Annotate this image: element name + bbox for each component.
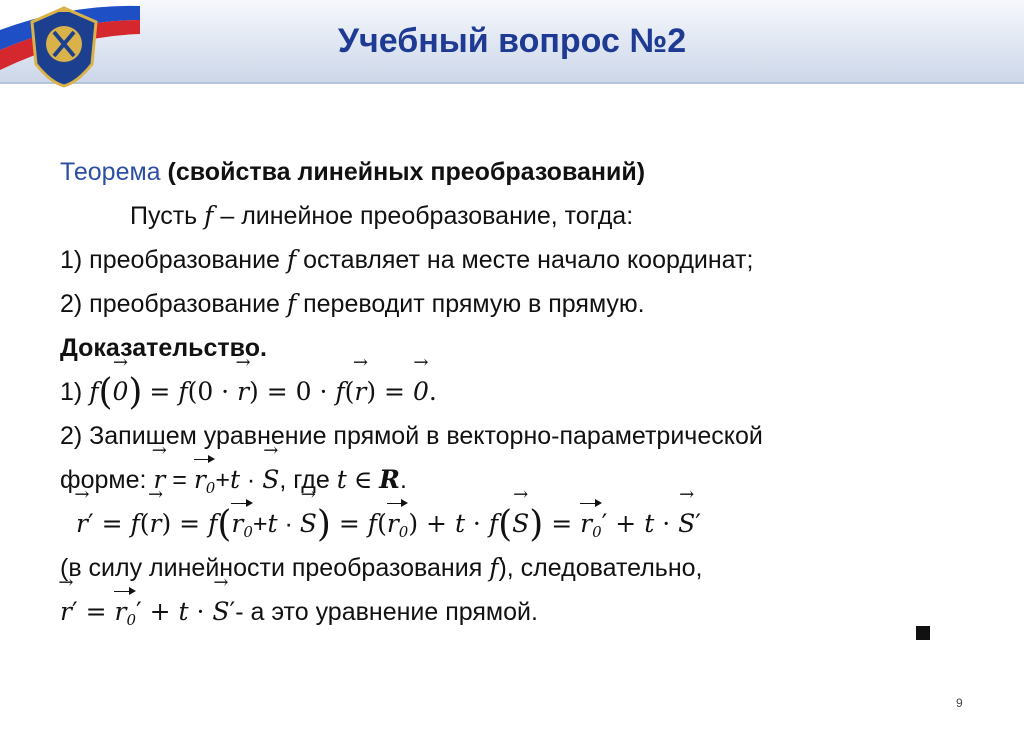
slide-header	[0, 0, 1024, 84]
page-number: 9	[956, 696, 963, 710]
conclusion: → $r' = r_0' + t$ · → S′- а это уравнение прямой.	[60, 590, 1000, 634]
proof-step-2: 2) Запишем уравнение прямой в векторно-параметрической	[60, 422, 763, 450]
theorem-title: (свойства линейных преобразований)	[167, 158, 646, 186]
linearity-note: (в силу линейности преобразования f), следовательно,	[60, 553, 703, 582]
theorem-premise: Пусть f – линейное преобразование, тогда:	[130, 201, 634, 230]
theorem-item-1: 1) преобразование f оставляет на месте начало координат;	[60, 245, 754, 274]
qed-square-icon	[916, 626, 930, 640]
theorem-heading	[60, 150, 1000, 194]
transformed-equation: → $r' = f(\to r) = f(r_0+t$ · → $S) = f(r_0) + t \cdot f(\to S) = r_0' + t$ · → S′	[60, 502, 1000, 546]
proof-heading: Доказательство.	[60, 334, 267, 362]
slide-title: Учебный вопрос №2	[337, 22, 687, 60]
line-equation: форме: → $r = r_0+t$ · → S, где t ∈ R.	[60, 458, 1000, 502]
theorem-item-2: 2) преобразование f переводит прямую в прямую.	[60, 289, 645, 318]
proof-step-1: 1) f(→ 0) = f(0 · → r) = 0 · f(→ r) = → 0.	[60, 370, 1000, 414]
theorem-label: Теорема	[60, 158, 161, 186]
slide-content	[60, 150, 1000, 634]
